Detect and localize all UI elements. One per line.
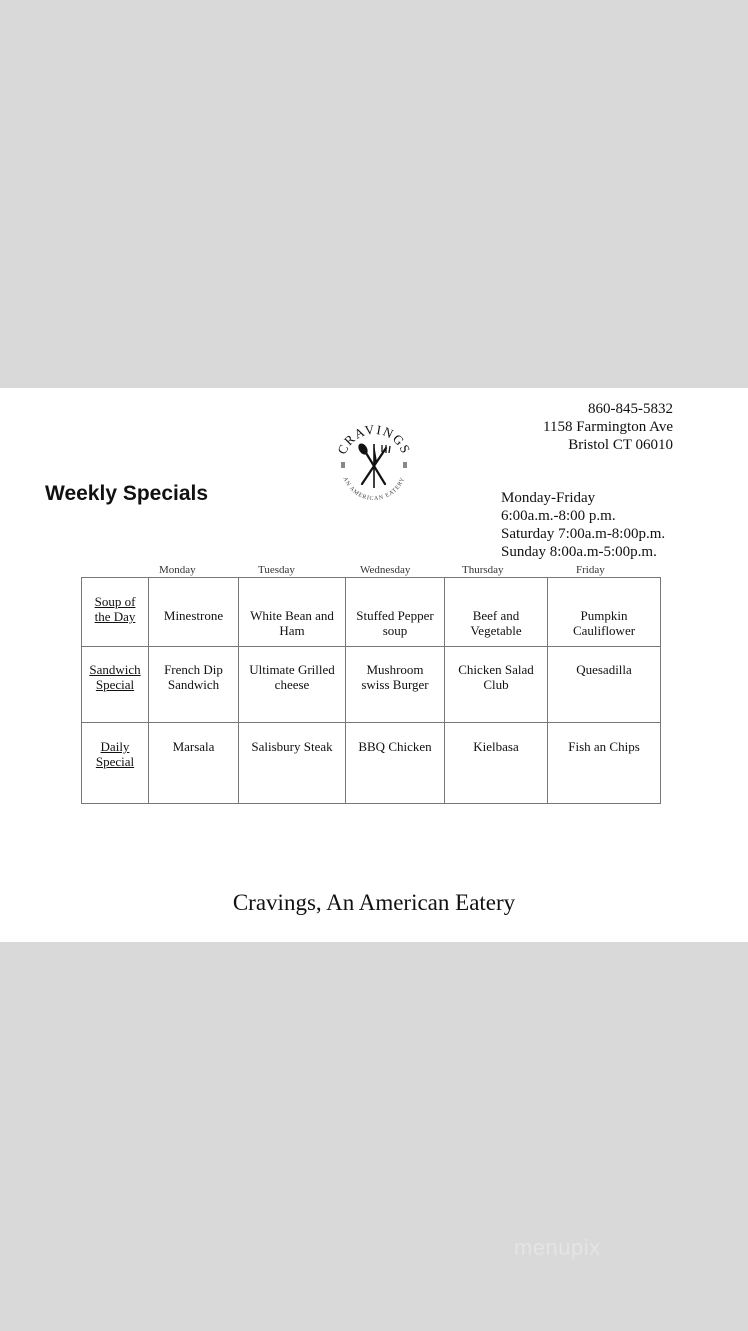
- table-cell: BBQ Chicken: [346, 723, 445, 804]
- opening-hours: [501, 489, 665, 561]
- table-cell: Mushroom swiss Burger: [346, 647, 445, 723]
- table-cell: Pumpkin Cauliflower: [548, 578, 661, 647]
- hours-line: 6:00a.m.-8:00 p.m.: [501, 508, 616, 524]
- phone-number: 860-845-5832: [588, 401, 673, 417]
- day-headers: [0, 564, 748, 578]
- logo-top-text: CRAVINGS: [334, 421, 414, 457]
- table-cell: Beef and Vegetable: [445, 578, 548, 647]
- menu-sheet: [0, 388, 748, 942]
- row-label-daily: Daily Special: [82, 723, 149, 804]
- hours-line: Monday-Friday: [501, 490, 596, 506]
- specials-table: [81, 577, 661, 804]
- hours-line: Saturday 7:00a.m-8:00p.m.: [501, 526, 666, 542]
- table-cell: Stuffed Pepper soup: [346, 578, 445, 647]
- footer-title: Cravings, An American Eatery: [232, 890, 516, 915]
- watermark: menupix: [514, 1235, 601, 1260]
- table-row-soup: [82, 578, 661, 647]
- table-cell: Fish an Chips: [548, 723, 661, 804]
- day-header-thursday: Thursday: [462, 564, 504, 576]
- table-cell: Chicken Salad Club: [445, 647, 548, 723]
- street-address: 1158 Farmington Ave: [543, 419, 673, 435]
- day-header-wednesday: Wednesday: [360, 564, 411, 576]
- table-cell: Kielbasa: [445, 723, 548, 804]
- table-cell: Minestrone: [149, 578, 239, 647]
- day-header-monday: Monday: [159, 564, 196, 576]
- city-address: Bristol CT 06010: [568, 437, 673, 453]
- table-cell: Quesadilla: [548, 647, 661, 723]
- cravings-logo: [330, 418, 418, 506]
- table-cell: Salisbury Steak: [239, 723, 346, 804]
- day-header-friday: Friday: [576, 564, 605, 576]
- table-row-daily: [82, 723, 661, 804]
- table-cell: Ultimate Grilled cheese: [239, 647, 346, 723]
- page-title: Weekly Specials: [45, 482, 209, 505]
- row-label-sandwich: Sandwich Special: [82, 647, 149, 723]
- day-header-tuesday: Tuesday: [258, 564, 295, 576]
- contact-block: [543, 400, 673, 454]
- table-cell: White Bean and Ham: [239, 578, 346, 647]
- table-cell: French Dip Sandwich: [149, 647, 239, 723]
- row-label-soup: Soup of the Day: [82, 578, 149, 647]
- logo-bottom-text: AN AMERICAN EATERY: [341, 476, 407, 503]
- table-cell: Marsala: [149, 723, 239, 804]
- table-row-sandwich: [82, 647, 661, 723]
- fork-knife-spoon-icon: [330, 418, 418, 506]
- hours-line: Sunday 8:00a.m-5:00p.m.: [501, 544, 657, 560]
